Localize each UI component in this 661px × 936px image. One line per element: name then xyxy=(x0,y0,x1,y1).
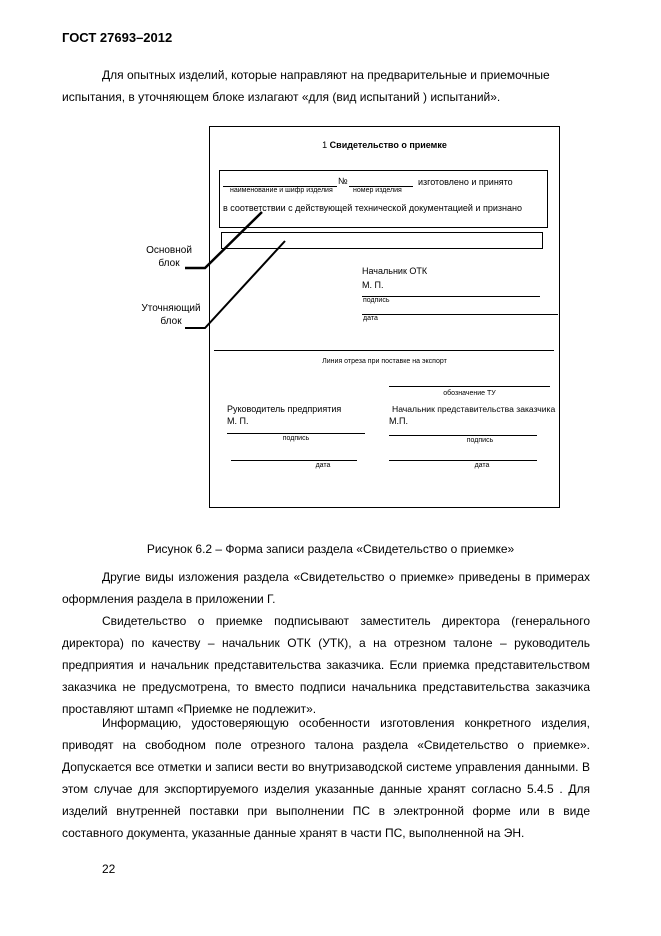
customer-rep-stamp-place: М.П. xyxy=(389,416,408,426)
clarifying-block-pointer xyxy=(185,241,285,328)
intro-line-1: Для опытных изделий, которые направляют на предварительные и приемочные xyxy=(102,68,550,82)
page-number: 22 xyxy=(102,862,116,876)
enterprise-head-title: Руководитель предприятия xyxy=(227,404,342,414)
tu-designation-caption: обозначение ТУ xyxy=(443,390,496,397)
compliance-text: в соответствии с действующей технической документацией и признано xyxy=(223,203,522,213)
enterprise-stamp-place: М. П. xyxy=(227,416,249,426)
customer-rep-signature-caption: подпись xyxy=(466,437,494,444)
paragraph-2: Свидетельство о приемке подписывают заместитель директора (генерального директора) по качеству – начальник ОТК (УТК), а на отрезном талоне – руководитель предприятия и начальник представительства заказчика. Если приемка представительством заказчика не предусмотрена, то вместо подписи начальника представительства заказчика проставляют штамп «Приемке не подлежит». xyxy=(62,614,590,716)
paragraph-1: Другие виды изложения раздела «Свидетельство о приемке» приведены в примерах оформления раздела в приложении Г. xyxy=(62,570,590,606)
basic-block-pointer xyxy=(185,212,262,268)
product-number-caption: номер изделия xyxy=(353,187,402,194)
form-title: 1 Свидетельство о приемке xyxy=(322,140,447,150)
customer-rep-date-caption: дата xyxy=(474,462,490,469)
customer-rep-title: Начальник представительства заказчика xyxy=(392,404,556,414)
manufactured-text: изготовлено и принято xyxy=(418,177,513,187)
otk-stamp-place: М. П. xyxy=(362,280,384,290)
intro-line-2: испытания, в уточняющем блоке излагают «для (вид испытаний ) испытаний». xyxy=(62,90,501,104)
document-header: ГОСТ 27693–2012 xyxy=(62,30,173,45)
number-sign: № xyxy=(338,176,348,186)
clarifying-block-label: Уточняющий блок xyxy=(141,303,201,327)
enterprise-date-caption: дата xyxy=(315,462,331,469)
otk-signature-caption: подпись xyxy=(363,297,390,304)
otk-date-caption: дата xyxy=(363,315,378,322)
paragraph-3: Информацию, удостоверяющую особенности изготовления конкретного изделия, приводят на свободном поле отрезного талона раздела «Свидетельство о приемке». Допускается все отметки и записи вести во внутризаводской системе управления данными. В этом случае для экспортируемого изделия указанные данные хранят согласно 5.4.5 . Для изделий внутренней поставки при выполнении ПС в электронной форме или в виде составного документа, указанные данные хранят в части ПС, выполненной на ЭН. xyxy=(62,716,590,840)
enterprise-signature-caption: подпись xyxy=(282,435,310,442)
figure-caption: Рисунок 6.2 – Форма записи раздела «Свидетельство о приемке» xyxy=(146,542,515,556)
basic-block-label: Основной блок xyxy=(146,245,192,269)
otk-head-title: Начальник ОТК xyxy=(362,266,428,276)
product-name-caption: наименование и шифр изделия xyxy=(230,187,333,194)
cut-line-label: Линия отреза при поставке на экспорт xyxy=(322,358,447,365)
